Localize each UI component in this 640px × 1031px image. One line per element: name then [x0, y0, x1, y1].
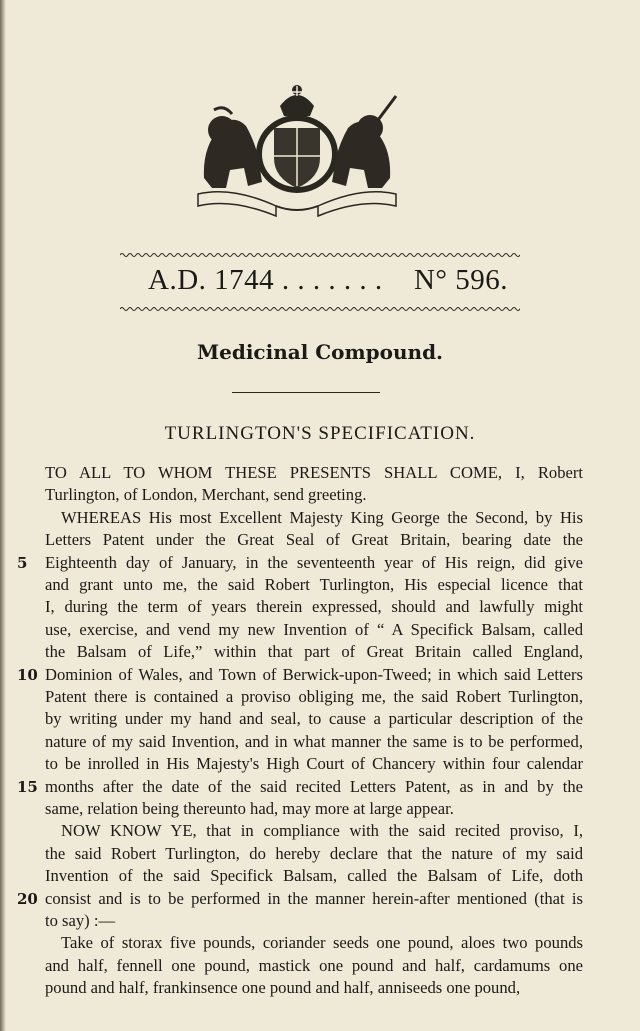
text-line: by writing under my hand and seal, to cause a particular description of the — [45, 709, 583, 729]
text-line: to be inrolled in His Majesty's High Court of Chancery within four calendar — [45, 754, 583, 774]
text-line: nature of my said Invention, and in what manner the same is to be performed, — [45, 731, 583, 751]
binding-edge — [0, 0, 6, 1031]
text-line: Patent there is contained a proviso obliging me, the said Robert Turlington, — [45, 687, 583, 706]
text-line: use, exercise, and vend my new Invention of “ A Specifick Balsam, called — [45, 619, 583, 639]
line-number: 15 — [17, 777, 38, 796]
text-line: Letters Patent under the Great Seal of Great Britain, bearing date the — [45, 530, 583, 550]
subject-heading: Medicinal Compound. — [196, 340, 444, 364]
text-line: to say) :— — [45, 911, 116, 930]
text-line: Eighteenth day of January, in the seventeenth year of His reign, did give — [45, 552, 583, 572]
ornamental-rule-bottom — [120, 306, 520, 312]
text-line: TO ALL TO WHOM THESE PRESENTS SHALL COME, I, Robert — [45, 463, 583, 482]
text-line: and grant unto me, the said Robert Turlington, His especial licence that — [45, 575, 583, 594]
text-line: months after the date of the said recited Letters Patent, as in and by the — [45, 776, 583, 796]
specification-title: TURLINGTON'S SPECIFICATION. — [164, 423, 476, 444]
text-line: NOW KNOW YE, that in compliance with the said recited proviso, I, — [61, 821, 583, 841]
line-number: 5 — [17, 553, 28, 572]
text-line: the Balsam of Life,” within that part of Great Britain called England, — [45, 642, 583, 662]
line-number: 20 — [17, 889, 38, 908]
text-line: and half, fennell one pound, mastick one pound and half, cardamums one — [45, 955, 583, 975]
text-line: pound and half, frankinsence one pound and half, anniseeds one pound, — [45, 978, 521, 998]
header-leader: . . . . . . . — [281, 264, 383, 296]
patent-year: A.D. 1744 — [148, 264, 275, 296]
text-line: WHEREAS His most Excellent Majesty King George the Second, by His — [61, 507, 583, 527]
patent-number: N° 596. — [413, 264, 508, 296]
patent-header — [148, 264, 548, 297]
text-line: Dominion of Wales, and Town of Berwick-upon-Tweed; in which said Letters — [45, 664, 583, 684]
line-number: 10 — [17, 665, 38, 684]
ornamental-rule-top — [120, 252, 520, 258]
text-line: I, during the term of years therein expressed, should and lawfully might — [45, 597, 583, 617]
section-divider — [232, 392, 380, 393]
text-line: the said Robert Turlington, do hereby declare that the nature of my said — [45, 843, 583, 863]
text-line: Turlington, of London, Merchant, send greeting. — [45, 485, 367, 505]
royal-coat-of-arms-icon — [192, 82, 402, 218]
text-line: Invention of the said Specifick Balsam, called the Balsam of Life, doth — [45, 866, 583, 886]
text-line: same, relation being thereunto had, may more at large appear. — [45, 799, 454, 818]
text-line: Take of storax five pounds, coriander seeds one pound, aloes two pounds — [61, 933, 583, 953]
text-line: consist and is to be performed in the manner herein-after mentioned (that is — [45, 888, 583, 908]
